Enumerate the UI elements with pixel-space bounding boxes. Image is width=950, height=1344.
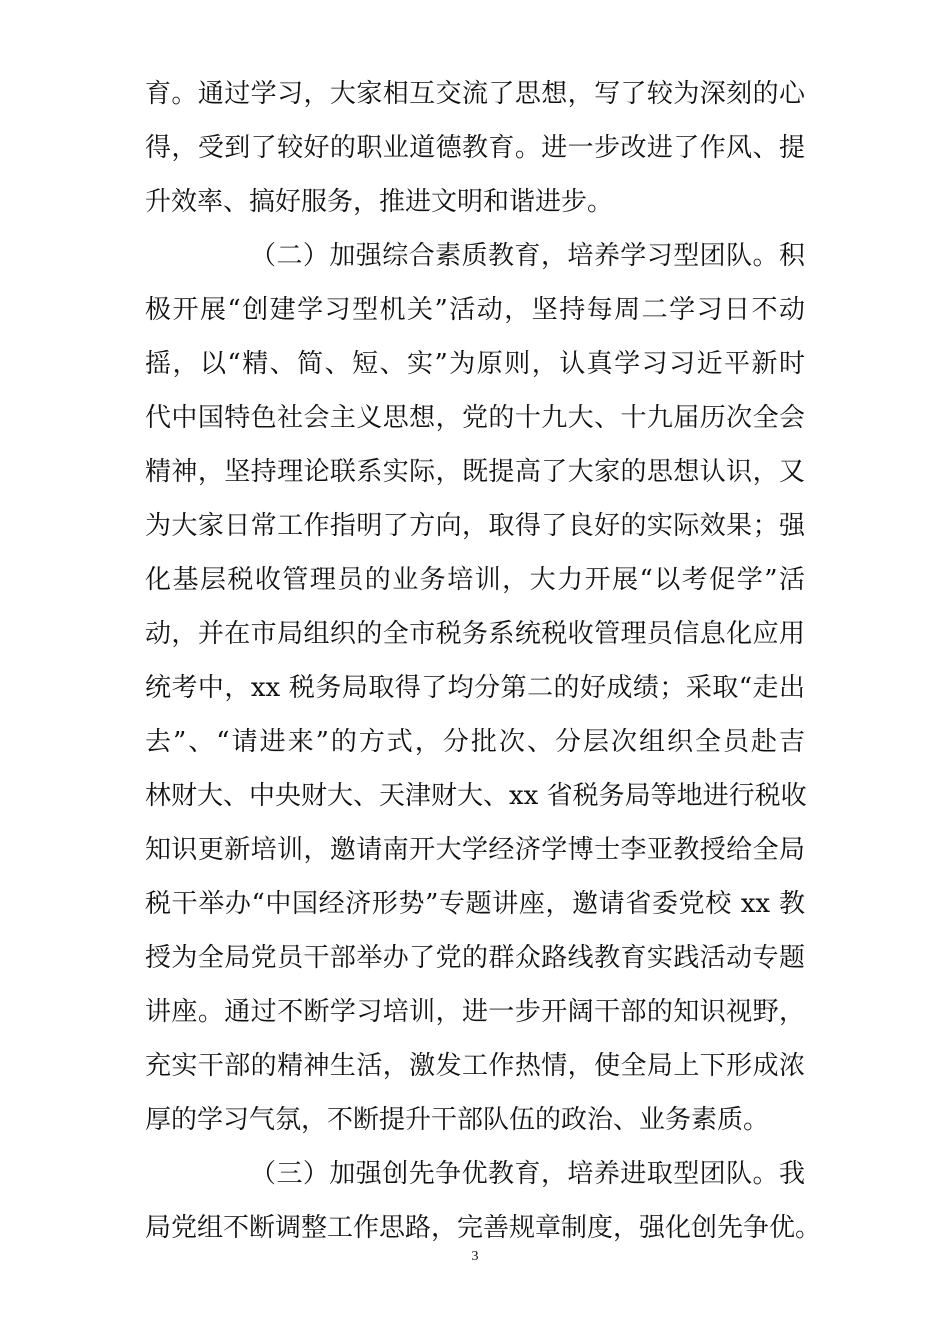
text-line-12: 统考中，xx 税务局取得了均分第二的好成绩；采取“走出 — [145, 673, 805, 703]
text-line-22: 局党组不断调整工作思路，完善规章制度，强化创先争优。 — [145, 1213, 822, 1243]
text-line-1: 育。通过学习，大家相互交流了思想，写了较为深刻的心 — [145, 79, 805, 109]
text-line-7: 代中国特色社会主义思想，党的十九大、十九届历次全会 — [145, 403, 805, 433]
text-line-13: 去”、“请进来”的方式，分批次、分层次组织全员赴吉 — [145, 727, 805, 757]
text-line-9: 为大家日常工作指明了方向，取得了良好的实际效果；强 — [145, 511, 805, 541]
text-line-11: 动，并在市局组织的全市税务系统税收管理员信息化应用 — [145, 619, 805, 649]
text-line-16: 税干举办“中国经济形势”专题讲座，邀请省委党校 xx 教 — [145, 889, 805, 919]
text-line-15: 知识更新培训，邀请南开大学经济学博士李亚教授给全局 — [145, 835, 805, 865]
text-line-10: 化基层税收管理员的业务培训，大力开展“以考促学”活 — [145, 565, 805, 595]
page-number: 3 — [471, 1249, 479, 1264]
section-heading-2: （二）加强综合素质教育，培养学习型团队。积 — [250, 241, 805, 271]
text-line-3: 升效率、搞好服务，推进文明和谐进步。 — [145, 187, 614, 217]
text-line-2: 得，受到了较好的职业道德教育。进一步改进了作风、提 — [145, 133, 805, 163]
text-line-19: 充实干部的精神生活，激发工作热情，使全局上下形成浓 — [145, 1051, 805, 1081]
text-line-14: 林财大、中央财大、天津财大、xx 省税务局等地进行税收 — [145, 781, 807, 811]
text-line-8: 精神，坚持理论联系实际，既提高了大家的思想认识，又 — [145, 457, 805, 487]
text-line-17: 授为全局党员干部举办了党的群众路线教育实践活动专题 — [145, 943, 805, 973]
text-line-5: 极开展“创建学习型机关”活动，坚持每周二学习日不动 — [145, 295, 805, 325]
text-line-20: 厚的学习气氛，不断提升干部队伍的政治、业务素质。 — [145, 1105, 770, 1135]
section-heading-3: （三）加强创先争优教育，培养进取型团队。我 — [250, 1159, 805, 1189]
text-line-6: 摇，以“精、简、短、实”为原则，认真学习习近平新时 — [145, 349, 805, 379]
text-line-18: 讲座。通过不断学习培训，进一步开阔干部的知识视野， — [145, 997, 805, 1027]
